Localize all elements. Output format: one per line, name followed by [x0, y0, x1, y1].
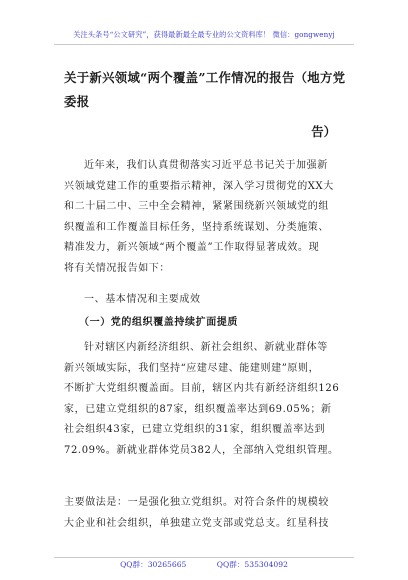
- footer-divider: [54, 557, 354, 558]
- method-paragraph: [64, 493, 344, 534]
- text-line: 主要做法是：一是强化独立党组织。对符合条件的规模较: [64, 497, 329, 508]
- section-heading-1: [64, 290, 344, 311]
- text-line: 大企业和社会组织，单独建立党支部或党总支。红星科技: [64, 517, 329, 529]
- text-line: 近年来，我们认真贯彻落实习近平总书记关于加强新: [84, 160, 328, 171]
- text-line: 兴领域党建工作的重要指示精神，深入学习贯彻党的XX大: [64, 180, 334, 192]
- section-heading-2: [64, 313, 344, 334]
- text-line: 新兴领域实际，我们坚持“应建尽建、能建则建”原则，: [64, 362, 320, 374]
- text-line: 和二十届二中、三中全会精神，紧紧围绕新兴领域党的组: [64, 201, 329, 213]
- footer-qq-group-2: QQ群：535304092: [216, 560, 288, 569]
- intro-text: [64, 156, 344, 280]
- text-line: 针对辖区内新经济组织、新社会组织、新就业群体等: [84, 342, 328, 353]
- text-line: 不断扩大党组织覆盖面。目前，辖区内共有新经济组织126: [64, 383, 340, 395]
- footer-contact: [0, 559, 408, 570]
- footer-qq-group-1: QQ群：30265665: [120, 560, 187, 569]
- text-line: 家，已建立党组织的87家，组织覆盖率达到69.05%；新: [64, 403, 332, 415]
- document-title-end: 告）: [311, 124, 336, 139]
- document-title: 关于新兴领域“两个覆盖”工作情况的报告（地方党委报: [64, 70, 346, 109]
- text-line: 社会组织43家，已建立党组织的31家，组织覆盖率达到: [64, 424, 326, 436]
- method-text: [64, 493, 344, 534]
- heading-organization-coverage: （一）党的组织覆盖持续扩面提质: [79, 317, 238, 328]
- header-divider: [54, 44, 354, 45]
- text-line: 72.09%。新就业群体党员382人，全部纳入党组织管理。: [64, 444, 339, 456]
- coverage-text: [64, 338, 344, 462]
- heading-basic-situation: 一、基本情况和主要成效: [84, 294, 201, 305]
- text-line: 织覆盖和工作覆盖目标任务，坚持系统谋划、分类施策、: [64, 221, 329, 233]
- text-line: 精准发力，新兴领域“两个覆盖”工作取得显著成效。现: [64, 242, 320, 254]
- intro-paragraph: [64, 156, 344, 280]
- text-line: 将有关情况报告如下：: [64, 262, 170, 274]
- coverage-paragraph: [64, 338, 344, 462]
- header-banner: 关注头条号“公文研究”，获得最新最全最专业的公文资料库！ 微信：gongwenyj: [73, 30, 335, 39]
